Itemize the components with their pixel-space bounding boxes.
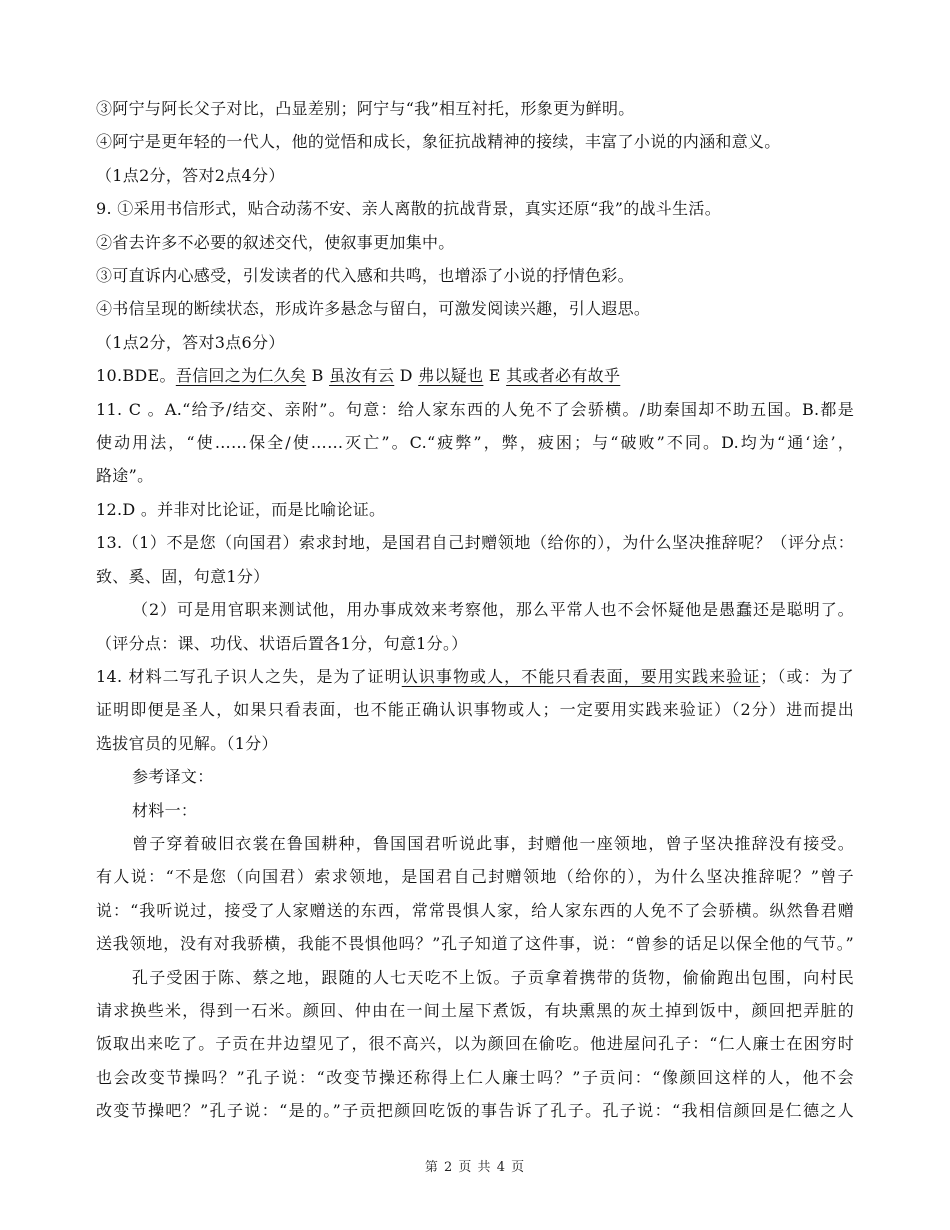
text-line: ④书信呈现的断续状态，形成许多悬念与留白，可激发阅读兴趣，引人遐思。 [96, 299, 651, 319]
answer-10-prefix: 10.BDE。 [96, 366, 176, 386]
answer-14-prefix: 14. 材料二写孔子识人之失，是为了证明 [96, 666, 402, 686]
answer-14-suffix: ；（或：为了 [760, 666, 854, 686]
text-line: 路途”。 [96, 466, 154, 486]
answer-10-e: 其或者必有故乎 [506, 366, 621, 386]
text-line: 说：“我听说过，接受了人家赠送的东西，常常畏惧人家，给人家东西的人免不了会骄横。纵然鲁君赠 [96, 900, 854, 920]
text-line: 曾子穿着破旧衣裳在鲁国耕种，鲁国国君听说此事，封赠他一座领地，曾子坚决推辞没有接受。 [132, 833, 854, 853]
text-line: 12.D 。并非对比论证，而是比喻论证。 [96, 499, 386, 519]
text-line: ②省去许多不必要的叙述交代，使叙事更加集中。 [96, 232, 455, 252]
answer-content [96, 92, 854, 1128]
answer-10-b-label: B [311, 366, 324, 386]
answer-10-b: 虽汝有云 [329, 366, 395, 386]
text-line: （评分点：课、功伐、状语后置各1分，句意1分。） [96, 633, 468, 653]
text-line: 使动用法，“使……保全/使……灭亡”。C.“疲弊”，弊，疲困；与“破败”不同。D.均为“通‘途’， [96, 433, 854, 453]
answer-14-line [96, 660, 854, 693]
text-line: 证明即便是圣人，如果只看表面，也不能正确认识事物或人；一定要用实践来验证）（2分）进而提出 [96, 700, 854, 720]
answer-10-line [96, 359, 854, 392]
text-line: （1点2分，答对3点6分） [96, 332, 285, 352]
text-line: 也会改变节操吗？”孔子说：“改变节操还称得上仁人廉士吗？”子贡问：“像颜回这样的人，他不会 [96, 1067, 854, 1087]
text-line: 孔子受困于陈、蔡之地，跟随的人七天吃不上饭。子贡拿着携带的货物，偷偷跑出包围，向村民 [132, 967, 854, 987]
page-footer: 第 2 页 共 4 页 [424, 1160, 526, 1175]
text-line: ④阿宁是更年轻的一代人，他的觉悟和成长，象征抗战精神的接续，丰富了小说的内涵和意义。 [96, 132, 781, 152]
answer-10-d: 弗以疑也 [418, 366, 484, 386]
text-line: 13.（1）不是您（向国君）索求封地，是国君自己封赠领地（给你的），为什么坚决推辞呢？（评分点： [96, 533, 854, 553]
answer-10-d-label: D [399, 366, 413, 386]
answer-10-a: 吾信回之为仁久矣 [175, 366, 307, 386]
text-line: 11. C 。A.“给予/结交、亲附”。句意：给人家东西的人免不了会骄横。/助秦国却不助五国。B.都是 [96, 399, 854, 419]
answer-10-e-label: E [488, 366, 501, 386]
text-line: 材料一： [132, 800, 198, 820]
text-line: 改变节操吧？”孔子说：“是的。”子贡把颜回吃饭的事告诉了孔子。孔子说：“我相信颜回是仁德之人 [96, 1101, 854, 1121]
text-line: 选拔官员的见解。（1分） [96, 733, 278, 753]
text-line: 9. ①采用书信形式，贴合动荡不安、亲人离散的抗战背景，真实还原“我”的战斗生活。 [96, 199, 722, 219]
text-line: 致、奚、固，句意1分） [96, 566, 270, 586]
text-line: ③可直诉内心感受，引发读者的代入感和共鸣，也增添了小说的抒情色彩。 [96, 266, 634, 286]
text-line: ③阿宁与阿长父子对比，凸显差别；阿宁与“我”相互衬托，形象更为鲜明。 [96, 99, 635, 118]
text-line: 有人说：“不是您（向国君）索求领地，是国君自己封赠领地（给你的），为什么坚决推辞呢？”曾子 [96, 867, 854, 887]
text-line: （1点2分，答对2点4分） [96, 165, 285, 185]
text-line: 饭取出来吃了。子贡在井边望见了，很不高兴，以为颜回在偷吃。他进屋问孔子：“仁人廉士在困穷时 [96, 1034, 854, 1054]
text-line: 参考译文： [132, 767, 214, 787]
text-line: 送我领地，没有对我骄横，我能不畏惧他吗？”孔子知道了这件事，说：“曾参的话足以保全他的气节。” [96, 934, 854, 954]
answer-14-underlined: 认识事物或人，不能只看表面，要用实践来验证 [401, 666, 761, 686]
text-line: 请求换些米，得到一石米。颜回、仲由在一间土屋下煮饭，有块熏黑的灰土掉到饭中，颜回把弄脏的 [96, 1000, 854, 1020]
text-line: （2）可是用官职来测试他，用办事成效来考察他，那么平常人也不会怀疑他是愚蠢还是聪明了。 [132, 600, 854, 620]
